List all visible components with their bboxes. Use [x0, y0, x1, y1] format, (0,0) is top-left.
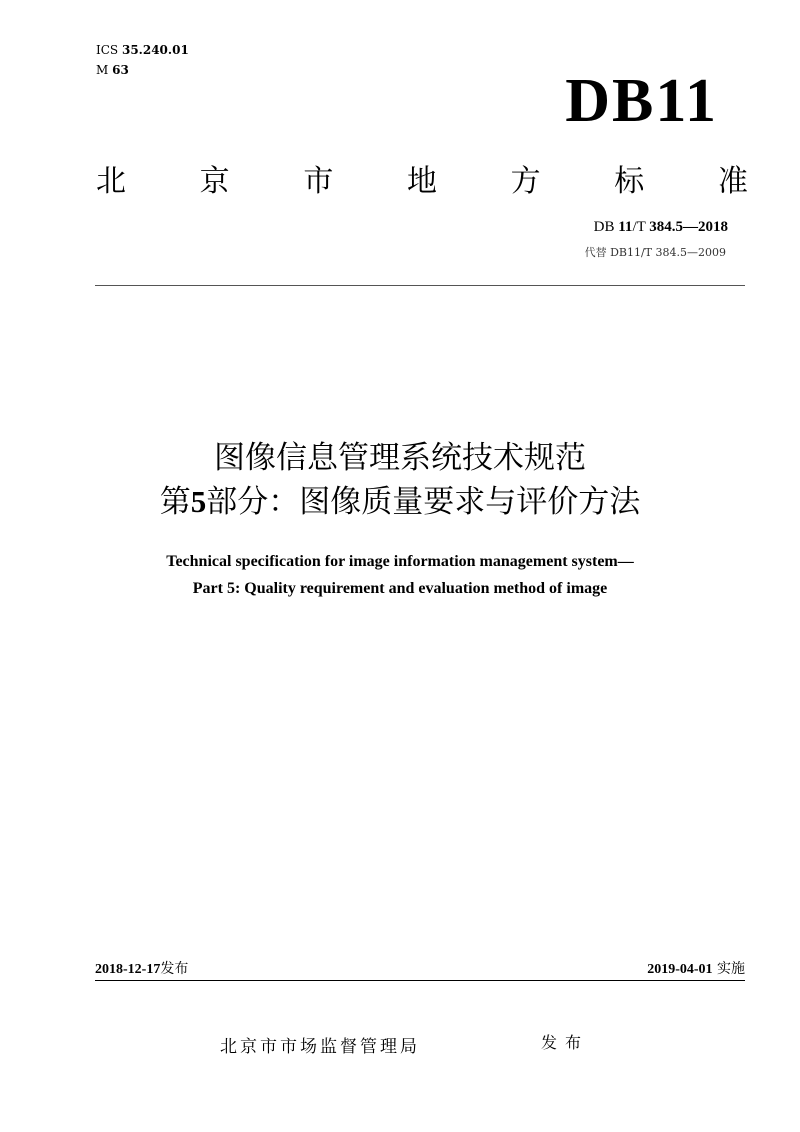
- publish-date-block: [95, 958, 188, 978]
- ccs-line: [96, 60, 189, 80]
- standard-code-number: 384.5—2018: [649, 219, 728, 235]
- ccs-label: M: [96, 63, 109, 77]
- header-divider: [95, 285, 745, 286]
- title-zh-part-number: 5: [190, 484, 207, 519]
- standard-type-char: 市: [303, 164, 334, 199]
- standard-type-heading: [96, 156, 748, 200]
- effective-label: 实施: [717, 961, 745, 977]
- title-zh-line1: 图像信息管理系统技术规范: [214, 440, 586, 476]
- effective-date: 2019-04-01: [647, 962, 713, 977]
- standard-logo: DB11: [565, 67, 718, 135]
- standard-type-char: 标: [614, 164, 645, 199]
- classification-block: [96, 40, 189, 80]
- standard-code: [594, 219, 728, 236]
- standard-type-char: 地: [406, 164, 437, 199]
- ics-label: ICS: [96, 43, 119, 57]
- ccs-code: 63: [112, 63, 129, 77]
- standard-code-type: /T: [632, 219, 646, 235]
- title-en-line1: Technical specification for image information management system—: [166, 553, 634, 570]
- ics-line: [96, 40, 189, 60]
- ics-code: 35.240.01: [121, 43, 189, 57]
- standard-type-char: 北: [96, 164, 126, 199]
- issuer-action: 发布: [541, 1033, 590, 1052]
- standard-code-region: 11: [618, 219, 633, 235]
- standard-type-char: 准: [717, 164, 748, 199]
- standard-type-char: 方: [510, 164, 541, 199]
- issuer-name: 北京市市场监督管理局: [220, 1037, 420, 1057]
- effective-date-block: [647, 958, 745, 978]
- replaces-note: 代替 DB11/T 384.5—2009: [584, 246, 726, 259]
- title-zh-part-prefix: 第: [159, 484, 191, 520]
- publish-label: 发布: [160, 961, 189, 977]
- title-zh-part-rest: 部分：图像质量要求与评价方法: [206, 484, 641, 520]
- dates-row: [95, 958, 745, 981]
- title-en-line2: Part 5: Quality requirement and evaluation method of image: [192, 580, 608, 597]
- publish-date: 2018-12-17: [95, 962, 161, 977]
- standard-code-prefix: DB: [593, 219, 615, 235]
- standard-type-char: 京: [199, 164, 230, 199]
- title-zh-line2: [0, 480, 800, 524]
